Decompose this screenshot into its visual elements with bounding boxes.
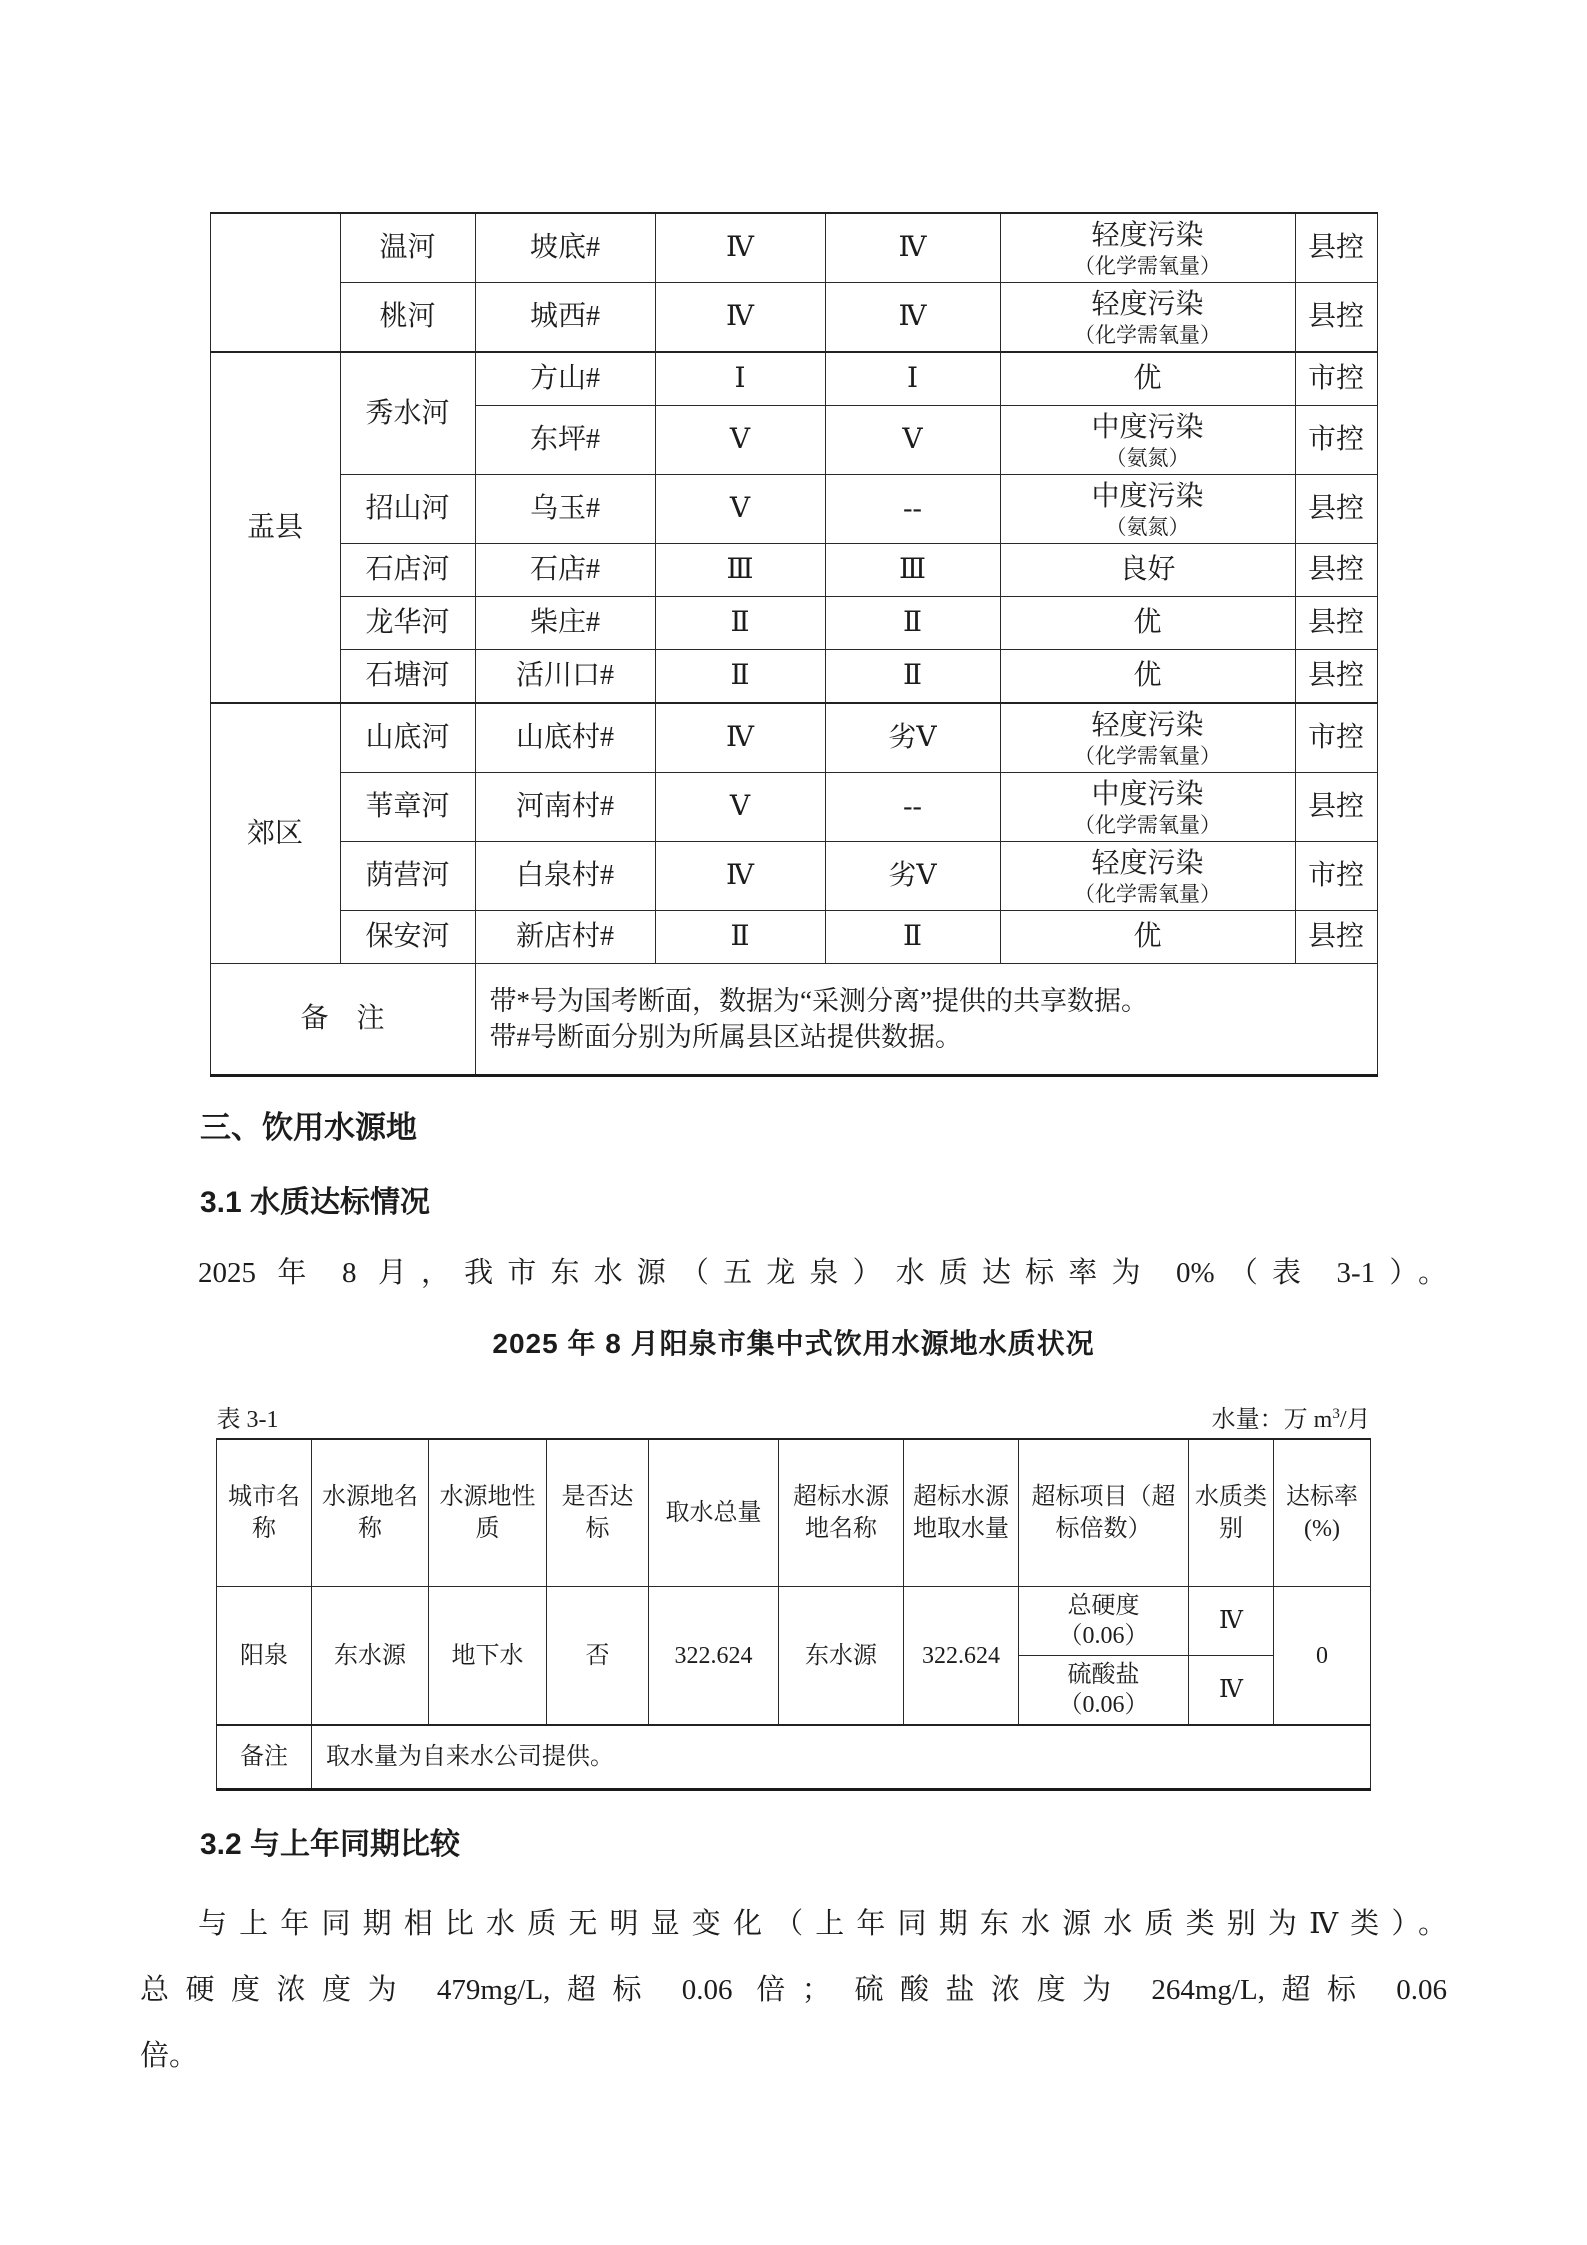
category-b-cell: -- — [825, 475, 1000, 544]
section-cell: 城西# — [475, 283, 655, 353]
category-a-cell: Ⅴ — [655, 406, 825, 475]
river-cell: 山底河 — [340, 703, 475, 773]
river-cell: 龙华河 — [340, 597, 475, 650]
section-cell: 白泉村# — [475, 842, 655, 911]
status-cell — [1000, 352, 1295, 406]
river-cell: 秀水河 — [340, 352, 475, 475]
section-cell: 山底村# — [475, 703, 655, 773]
category-a-cell: Ⅰ — [655, 352, 825, 406]
river-row — [210, 475, 1377, 544]
section-cell: 坡底# — [475, 213, 655, 283]
note-line: 带*号为国考断面，数据为“采测分离”提供的共享数据。 — [489, 986, 1148, 1016]
category-a-cell: Ⅲ — [655, 544, 825, 597]
river-row — [210, 842, 1377, 911]
category-a-cell: Ⅱ — [655, 650, 825, 704]
river-row — [210, 544, 1377, 597]
control-cell: 县控 — [1295, 544, 1377, 597]
category-b-cell: -- — [825, 773, 1000, 842]
category-b-cell: 劣Ⅴ — [825, 842, 1000, 911]
section-cell: 柴庄# — [475, 597, 655, 650]
t31-header-source-type: 水源地性质 — [429, 1439, 547, 1587]
river-row — [210, 213, 1377, 283]
table-3-1-caption-row — [217, 1400, 1371, 1434]
exceed-param: 硫酸盐 — [1067, 1662, 1140, 1688]
status-text: 轻度污染 — [1091, 847, 1204, 879]
status-cell — [1000, 475, 1295, 544]
river-cell: 桃河 — [340, 283, 475, 353]
drinking-water-source-table — [216, 1438, 1371, 1791]
category-b-cell: Ⅳ — [825, 283, 1000, 353]
status-text: 优 — [1133, 660, 1162, 691]
t31-header-rate: 达标率(%) — [1274, 1439, 1371, 1587]
status-cell — [1000, 406, 1295, 475]
control-cell: 县控 — [1295, 475, 1377, 544]
river-cell: 苇章河 — [340, 773, 475, 842]
category-b-cell: Ⅳ — [825, 213, 1000, 283]
note-line: 带#号断面分别为所属县区站提供数据。 — [489, 1022, 962, 1052]
t31-header-exceed-name: 超标水源地名称 — [779, 1439, 904, 1587]
status-pollutant: （化学需氧量） — [1074, 253, 1221, 278]
table-3-1-title: 2025 年 8 月阳泉市集中式饮用水源地水质状况 — [492, 1328, 1095, 1359]
unit-label: 水量： — [1211, 1407, 1284, 1433]
paragraph-line: 与上年同期相比水质无明显变化（上年同期东水源水质类别为Ⅳ类）。 — [198, 1908, 1447, 1940]
river-row — [210, 283, 1377, 353]
control-cell: 县控 — [1295, 911, 1377, 964]
status-pollutant: （氨氮） — [1105, 445, 1190, 470]
status-cell — [1000, 597, 1295, 650]
category-b-cell: Ⅱ — [825, 911, 1000, 964]
category-a-cell: Ⅱ — [655, 911, 825, 964]
section-cell: 新店村# — [475, 911, 655, 964]
control-cell: 县控 — [1295, 597, 1377, 650]
t31-meets-cell: 否 — [547, 1587, 649, 1726]
category-b-cell: 劣Ⅴ — [825, 703, 1000, 773]
status-text: 中度污染 — [1091, 480, 1204, 512]
t31-exceed-intake-cell: 322.624 — [904, 1587, 1019, 1726]
status-text: 优 — [1133, 363, 1162, 394]
control-cell: 县控 — [1295, 213, 1377, 283]
county-cell: 盂县 — [210, 352, 340, 703]
t31-data-row — [217, 1587, 1371, 1656]
status-text: 良好 — [1119, 554, 1176, 585]
t31-source-type-cell: 地下水 — [429, 1587, 547, 1726]
t31-note-text: 取水量为自来水公司提供。 — [312, 1725, 1371, 1790]
paragraph-line: 总硬度浓度为 479mg/L,超标 0.06 倍； 硫酸盐浓度为 264mg/L,超标 0.06 — [140, 1974, 1447, 2006]
county-cell: 郊区 — [210, 703, 340, 964]
category-b-cell: Ⅱ — [825, 650, 1000, 704]
status-pollutant: （化学需氧量） — [1074, 322, 1221, 347]
t31-header-city: 城市名称 — [217, 1439, 312, 1587]
status-text: 优 — [1133, 607, 1162, 638]
status-cell — [1000, 703, 1295, 773]
control-cell: 县控 — [1295, 773, 1377, 842]
status-cell — [1000, 773, 1295, 842]
t31-note-row — [217, 1725, 1371, 1790]
t31-header-exceed-intake: 超标水源地取水量 — [904, 1439, 1019, 1587]
river-cell: 招山河 — [340, 475, 475, 544]
river-row — [210, 352, 1377, 406]
category-a-cell: Ⅳ — [655, 842, 825, 911]
t31-header-row — [217, 1439, 1371, 1587]
river-table-body — [210, 213, 1377, 1076]
t31-exceed-name-cell: 东水源 — [779, 1587, 904, 1726]
status-pollutant: （化学需氧量） — [1074, 743, 1221, 768]
control-cell: 市控 — [1295, 842, 1377, 911]
unit-sup: 3 — [1332, 1406, 1340, 1422]
category-a-cell: Ⅱ — [655, 597, 825, 650]
section-cell: 河南村# — [475, 773, 655, 842]
status-cell — [1000, 283, 1295, 353]
river-row — [210, 703, 1377, 773]
control-cell: 市控 — [1295, 352, 1377, 406]
river-quality-table — [210, 212, 1378, 1077]
control-cell: 县控 — [1295, 650, 1377, 704]
status-cell — [1000, 213, 1295, 283]
control-cell: 市控 — [1295, 703, 1377, 773]
t31-header-total-intake: 取水总量 — [649, 1439, 779, 1587]
category-a-cell: Ⅳ — [655, 213, 825, 283]
river-row — [210, 650, 1377, 704]
category-a-cell: Ⅳ — [655, 703, 825, 773]
t31-exceed-item-cell — [1019, 1656, 1189, 1726]
control-cell: 县控 — [1295, 283, 1377, 353]
river-cell: 温河 — [340, 213, 475, 283]
status-text: 轻度污染 — [1091, 288, 1204, 320]
unit-tail: /月 — [1339, 1407, 1371, 1433]
category-a-cell: Ⅴ — [655, 475, 825, 544]
t31-source-name-cell: 东水源 — [312, 1587, 429, 1726]
status-cell — [1000, 842, 1295, 911]
status-pollutant: （化学需氧量） — [1074, 812, 1221, 837]
section-cell: 方山# — [475, 352, 655, 406]
status-text: 轻度污染 — [1091, 709, 1204, 741]
section-3-1-heading: 3.1 水质达标情况 — [200, 1186, 431, 1219]
status-cell — [1000, 911, 1295, 964]
section-3-1-paragraph: 2025 年 8 月，我市东水源（五龙泉）水质达标率为 0%（表 3-1）。 — [198, 1257, 1447, 1289]
t31-header-source-name: 水源地名称 — [312, 1439, 429, 1587]
section-3-heading: 三、饮用水源地 — [200, 1110, 417, 1145]
exceed-ratio: （0.06） — [1058, 1692, 1149, 1718]
exceed-param: 总硬度 — [1067, 1593, 1140, 1619]
t31-header-class: 水质类别 — [1189, 1439, 1274, 1587]
unit-value: 万 m — [1283, 1407, 1333, 1433]
t31-rate-cell: 0 — [1274, 1587, 1371, 1726]
status-text: 中度污染 — [1091, 778, 1204, 810]
status-text: 轻度污染 — [1091, 219, 1204, 251]
category-a-cell: Ⅳ — [655, 283, 825, 353]
section-cell: 活川口# — [475, 650, 655, 704]
section-cell: 石店# — [475, 544, 655, 597]
river-note-label: 备 注 — [210, 964, 475, 1076]
t31-exceed-item-cell — [1019, 1587, 1189, 1656]
status-pollutant: （化学需氧量） — [1074, 881, 1221, 906]
t31-total-intake-cell: 322.624 — [649, 1587, 779, 1726]
table-3-1-unit — [1212, 1400, 1371, 1434]
exceed-ratio: （0.06） — [1058, 1623, 1149, 1649]
river-cell: 石塘河 — [340, 650, 475, 704]
t31-city-cell: 阳泉 — [217, 1587, 312, 1726]
t31-header-meets: 是否达标 — [547, 1439, 649, 1587]
section-3-2-heading: 3.2 与上年同期比较 — [200, 1828, 461, 1861]
category-b-cell: Ⅲ — [825, 544, 1000, 597]
status-cell — [1000, 544, 1295, 597]
category-b-cell: Ⅰ — [825, 352, 1000, 406]
category-b-cell: Ⅱ — [825, 597, 1000, 650]
paragraph-line: 倍。 — [140, 2040, 199, 2072]
t31-note-label: 备注 — [217, 1725, 312, 1790]
section-3-2-paragraph — [140, 1891, 1447, 2089]
category-b-cell: Ⅴ — [825, 406, 1000, 475]
t31-class-cell: Ⅳ — [1189, 1587, 1274, 1656]
river-row — [210, 597, 1377, 650]
status-pollutant: （氨氮） — [1105, 514, 1190, 539]
river-cell: 荫营河 — [340, 842, 475, 911]
status-cell — [1000, 650, 1295, 704]
table-3-1-label: 表 3-1 — [216, 1407, 279, 1433]
river-row — [210, 773, 1377, 842]
river-row — [210, 911, 1377, 964]
status-text: 中度污染 — [1091, 411, 1204, 443]
river-note-row — [210, 964, 1377, 1076]
section-cell: 乌玉# — [475, 475, 655, 544]
county-cell — [210, 213, 340, 352]
status-text: 优 — [1133, 921, 1162, 952]
river-note-text — [475, 964, 1377, 1076]
river-cell: 保安河 — [340, 911, 475, 964]
t31-class-cell: Ⅳ — [1189, 1656, 1274, 1726]
category-a-cell: Ⅴ — [655, 773, 825, 842]
river-cell: 石店河 — [340, 544, 475, 597]
t31-header-exceed-items: 超标项目（超标倍数） — [1019, 1439, 1189, 1587]
section-cell: 东坪# — [475, 406, 655, 475]
control-cell: 市控 — [1295, 406, 1377, 475]
